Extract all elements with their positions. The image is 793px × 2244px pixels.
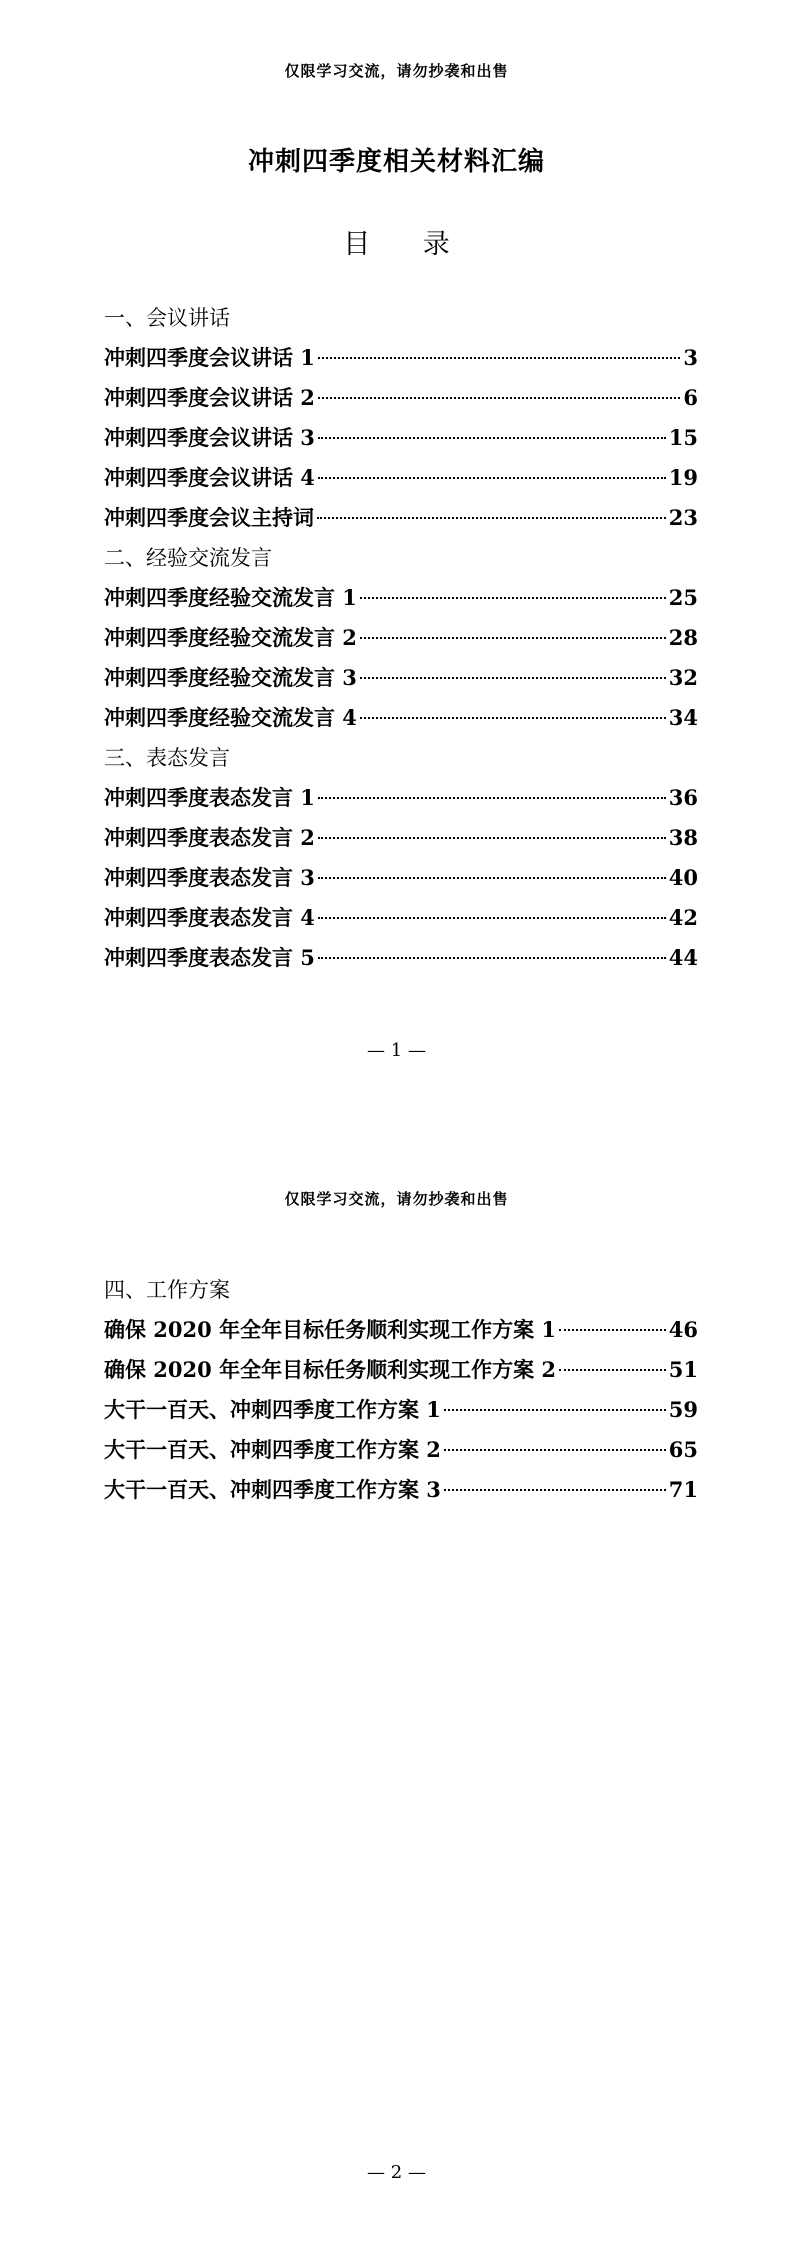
table-of-contents: [104, 1270, 698, 1510]
toc-entry-label: 冲刺四季度经验交流发言 4: [104, 705, 357, 730]
toc-title: 目 录: [343, 229, 472, 260]
toc-entry-label: 冲刺四季度会议讲话 3: [104, 425, 315, 450]
toc-entry[interactable]: [104, 658, 698, 698]
toc-entry[interactable]: [104, 1390, 698, 1430]
toc-entry[interactable]: [104, 1350, 698, 1390]
toc-dot-leader: [318, 877, 666, 879]
toc-entry[interactable]: [104, 418, 698, 458]
toc-dot-leader: [360, 717, 666, 719]
toc-dot-leader: [318, 957, 666, 959]
toc-entry-label: 冲刺四季度表态发言 5: [104, 945, 315, 970]
toc-entry-label: 确保 2020 年全年目标任务顺利实现工作方案 1: [104, 1317, 556, 1342]
toc-entry-page-number: 44: [668, 945, 698, 970]
toc-entry[interactable]: [104, 858, 698, 898]
toc-dot-leader: [318, 477, 666, 479]
toc-entry-page-number: 6: [683, 385, 698, 410]
toc-entry-page-number: 34: [668, 705, 698, 730]
toc-entry-page-number: 3: [683, 345, 698, 370]
toc-section-heading: 三、表态发言: [104, 746, 230, 770]
toc-dot-leader: [318, 397, 680, 399]
toc-entry[interactable]: [104, 618, 698, 658]
toc-entry-page-number: 65: [668, 1437, 698, 1462]
toc-entry[interactable]: [104, 378, 698, 418]
toc-dot-leader: [360, 677, 666, 679]
toc-entry[interactable]: [104, 938, 698, 978]
toc-dot-leader: [318, 837, 666, 839]
toc-entry-label: 冲刺四季度经验交流发言 1: [104, 585, 357, 610]
toc-dot-leader: [559, 1329, 666, 1331]
toc-entry[interactable]: [104, 898, 698, 938]
toc-entry-page-number: 19: [668, 465, 698, 490]
toc-entry-label: 冲刺四季度经验交流发言 3: [104, 665, 357, 690]
toc-section-heading: 四、工作方案: [104, 1278, 230, 1302]
toc-dot-leader: [444, 1409, 666, 1411]
page-header: 仅限学习交流，请勿抄袭和出售: [284, 62, 509, 80]
toc-entry-page-number: 59: [668, 1397, 698, 1422]
toc-entry-page-number: 71: [668, 1477, 698, 1502]
toc-entry-page-number: 28: [668, 625, 698, 650]
toc-entry-label: 冲刺四季度表态发言 1: [104, 785, 315, 810]
toc-entry-page-number: 51: [668, 1357, 698, 1382]
toc-entry-page-number: 40: [668, 865, 698, 890]
toc-entry-page-number: 36: [668, 785, 698, 810]
toc-entry[interactable]: [104, 698, 698, 738]
toc-entry-label: 大干一百天、冲刺四季度工作方案 3: [104, 1477, 441, 1502]
toc-dot-leader: [318, 797, 666, 799]
toc-entry-label: 大干一百天、冲刺四季度工作方案 2: [104, 1437, 441, 1462]
toc-entry-page-number: 23: [668, 505, 698, 530]
toc-dot-leader: [318, 357, 680, 359]
toc-entry[interactable]: [104, 1310, 698, 1350]
toc-entry-label: 确保 2020 年全年目标任务顺利实现工作方案 2: [104, 1357, 556, 1382]
toc-entry-label: 冲刺四季度会议讲话 2: [104, 385, 315, 410]
page-header: 仅限学习交流，请勿抄袭和出售: [284, 1190, 509, 1208]
toc-section-heading: 一、会议讲话: [104, 306, 230, 330]
toc-entry-page-number: 42: [668, 905, 698, 930]
toc-dot-leader: [559, 1369, 666, 1371]
toc-entry-label: 冲刺四季度表态发言 4: [104, 905, 315, 930]
document-title: 冲刺四季度相关材料汇编: [247, 147, 545, 177]
toc-entry-page-number: 25: [668, 585, 698, 610]
toc-section-heading: 二、经验交流发言: [104, 546, 272, 570]
toc-entry-label: 冲刺四季度表态发言 3: [104, 865, 315, 890]
toc-entry[interactable]: [104, 818, 698, 858]
toc-entry[interactable]: [104, 1470, 698, 1510]
page-number: — 2 —: [367, 2162, 426, 2183]
toc-entry-page-number: 46: [668, 1317, 698, 1342]
toc-entry[interactable]: [104, 578, 698, 618]
toc-dot-leader: [318, 437, 666, 439]
document-page-2: [0, 1122, 793, 2244]
toc-entry-label: 冲刺四季度表态发言 2: [104, 825, 315, 850]
toc-entry-label: 冲刺四季度会议讲话 1: [104, 345, 315, 370]
toc-entry[interactable]: [104, 458, 698, 498]
toc-entry-label: 冲刺四季度会议主持词: [104, 505, 314, 530]
toc-entry[interactable]: [104, 338, 698, 378]
toc-entry[interactable]: [104, 1430, 698, 1470]
toc-entry-label: 冲刺四季度会议讲话 4: [104, 465, 315, 490]
toc-dot-leader: [360, 637, 666, 639]
toc-entry[interactable]: [104, 778, 698, 818]
toc-entry-page-number: 38: [668, 825, 698, 850]
toc-entry-label: 大干一百天、冲刺四季度工作方案 1: [104, 1397, 441, 1422]
toc-entry-page-number: 15: [668, 425, 698, 450]
toc-dot-leader: [444, 1489, 666, 1491]
toc-dot-leader: [318, 917, 666, 919]
toc-entry-page-number: 32: [668, 665, 698, 690]
toc-entry[interactable]: [104, 498, 698, 538]
toc-dot-leader: [317, 517, 666, 519]
toc-dot-leader: [360, 597, 666, 599]
page-number: — 1 —: [367, 1040, 426, 1061]
toc-dot-leader: [444, 1449, 666, 1451]
table-of-contents: [104, 298, 698, 978]
toc-entry-label: 冲刺四季度经验交流发言 2: [104, 625, 357, 650]
